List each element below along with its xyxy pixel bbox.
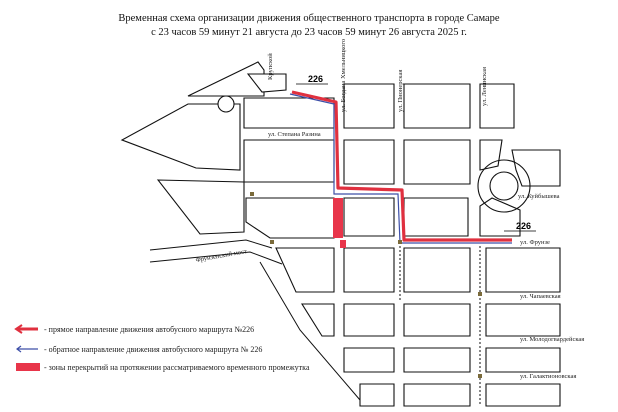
route-label-top: 226 [308, 74, 324, 84]
city-block [246, 198, 334, 238]
stop-marker [250, 192, 254, 196]
city-block [276, 248, 334, 292]
street-label-molodogvardeyskaya: ул. Молодогвардейская [520, 336, 585, 343]
legend-forward-text: - прямое направление движения автобусного маршрута №226 [44, 324, 255, 334]
city-block [122, 104, 240, 170]
city-block [404, 198, 468, 236]
city-block [404, 348, 470, 372]
city-block [344, 140, 394, 184]
city-block [404, 140, 470, 184]
roundabout-small [218, 96, 234, 112]
city-block [404, 304, 470, 336]
city-block [158, 180, 244, 234]
closure-zone-swatch [14, 361, 42, 373]
street-label-leninskaya: ул. Ленинская [481, 67, 488, 106]
reverse-route-swatch [14, 343, 42, 355]
city-block [480, 198, 520, 236]
legend-closure-text: - зоны перекрытий на протяжении рассматриваемого временного промежутка [44, 362, 310, 372]
map-title-line-1: Временная схема организации движения общественного транспорта в городе Самаре [118, 13, 500, 24]
stop-marker [398, 240, 402, 244]
city-block [344, 84, 394, 128]
city-block [486, 384, 560, 406]
city-block [404, 384, 470, 406]
city-block [344, 198, 394, 236]
legend-reverse-text: - обратное направление движения автобусного маршрута № 226 [44, 344, 263, 354]
closure-zone [333, 198, 343, 238]
city-block [344, 348, 394, 372]
legend-reverse [14, 342, 262, 356]
street-label-chapaevskaya: ул. Чапаевская [520, 293, 561, 300]
legend-closure [14, 360, 310, 374]
city-block [480, 140, 502, 170]
city-block [404, 248, 470, 292]
street-label-pionerskaya: ул. Пионерская [397, 69, 404, 112]
stop-marker [478, 292, 482, 296]
route-label-right: 226 [516, 221, 532, 231]
street-label-kuybysheva: ул. Куйбышева [518, 193, 560, 200]
city-block [486, 248, 560, 292]
city-block [244, 140, 334, 182]
street-label-frunze: ул. Фрунзе [520, 239, 550, 246]
city-block [244, 98, 334, 128]
map-title-line-2: с 23 часов 59 минут 21 августа до 23 часов 59 минут 26 августа 2025 г. [151, 27, 467, 38]
street-label-bogdana: ул. Богдана Хмельницкого [340, 38, 347, 112]
stop-marker [270, 240, 274, 244]
city-block [344, 248, 394, 292]
street-label-frunzensky-most: Фрунзенский мост [195, 248, 248, 264]
roundabout-center [490, 172, 518, 200]
street-label-krupskoy: Крупской [267, 53, 274, 80]
street-label-galaktionovskaya: ул. Галактионовская [520, 373, 577, 380]
city-block [302, 304, 334, 336]
city-block [404, 84, 470, 128]
city-block [360, 384, 394, 406]
city-block [486, 304, 560, 336]
legend-forward [14, 322, 254, 336]
city-block [344, 304, 394, 336]
forward-route-swatch [14, 323, 42, 335]
street-label-stepana-razina: ул. Степана Разина [268, 131, 321, 138]
city-block [486, 348, 560, 372]
stop-marker [478, 374, 482, 378]
city-block [512, 150, 560, 186]
closure-zone [340, 240, 346, 248]
